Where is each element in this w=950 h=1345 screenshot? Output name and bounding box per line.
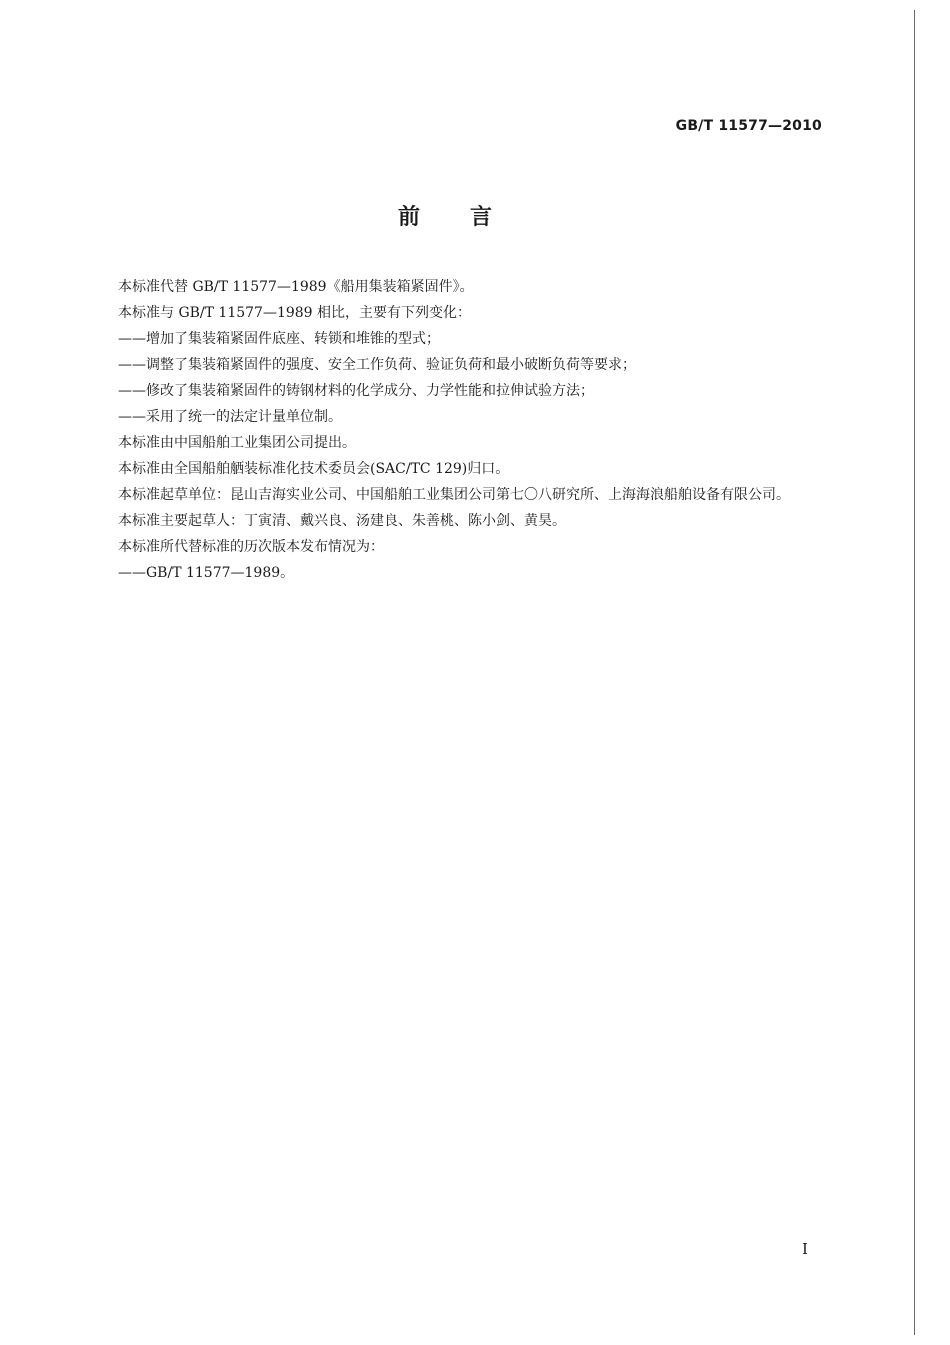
paragraph-drafting-units: 本标准起草单位：昆山吉海实业公司、中国船舶工业集团公司第七〇八研究所、上海海浪船舶设备有限公司。	[118, 487, 790, 503]
standard-number: GB/T 11577—2010	[675, 118, 822, 134]
change-item: ——调整了集装箱紧固件的强度、安全工作负荷、验证负荷和最小破断负荷等要求；	[118, 357, 636, 373]
foreword-body	[83, 274, 823, 586]
paragraph-administered-by: 本标准由全国船舶舾装标准化技术委员会(SAC/TC 129)归口。	[118, 461, 510, 477]
paragraph-proposed-by: 本标准由中国船舶工业集团公司提出。	[118, 435, 356, 451]
change-item: ——增加了集装箱紧固件底座、转锁和堆锥的型式；	[118, 331, 440, 347]
page-edge-line	[914, 10, 915, 1335]
paragraph-history-intro: 本标准所代替标准的历次版本发布情况为：	[118, 539, 384, 555]
paragraph-drafters: 本标准主要起草人：丁寅清、戴兴良、汤建良、朱善桃、陈小剑、黄昊。	[118, 513, 566, 529]
page-number: I	[802, 1240, 808, 1258]
page-title: 前言	[397, 205, 542, 230]
paragraph-changes-intro: 本标准与 GB/T 11577—1989 相比，主要有下列变化：	[118, 305, 472, 321]
change-item: ——采用了统一的法定计量单位制。	[118, 409, 342, 425]
change-item: ——修改了集装箱紧固件的铸钢材料的化学成分、力学性能和拉伸试验方法；	[118, 383, 594, 399]
paragraph-replaces: 本标准代替 GB/T 11577—1989《船用集装箱紧固件》。	[118, 279, 474, 295]
history-item: ——GB/T 11577—1989。	[118, 565, 295, 581]
